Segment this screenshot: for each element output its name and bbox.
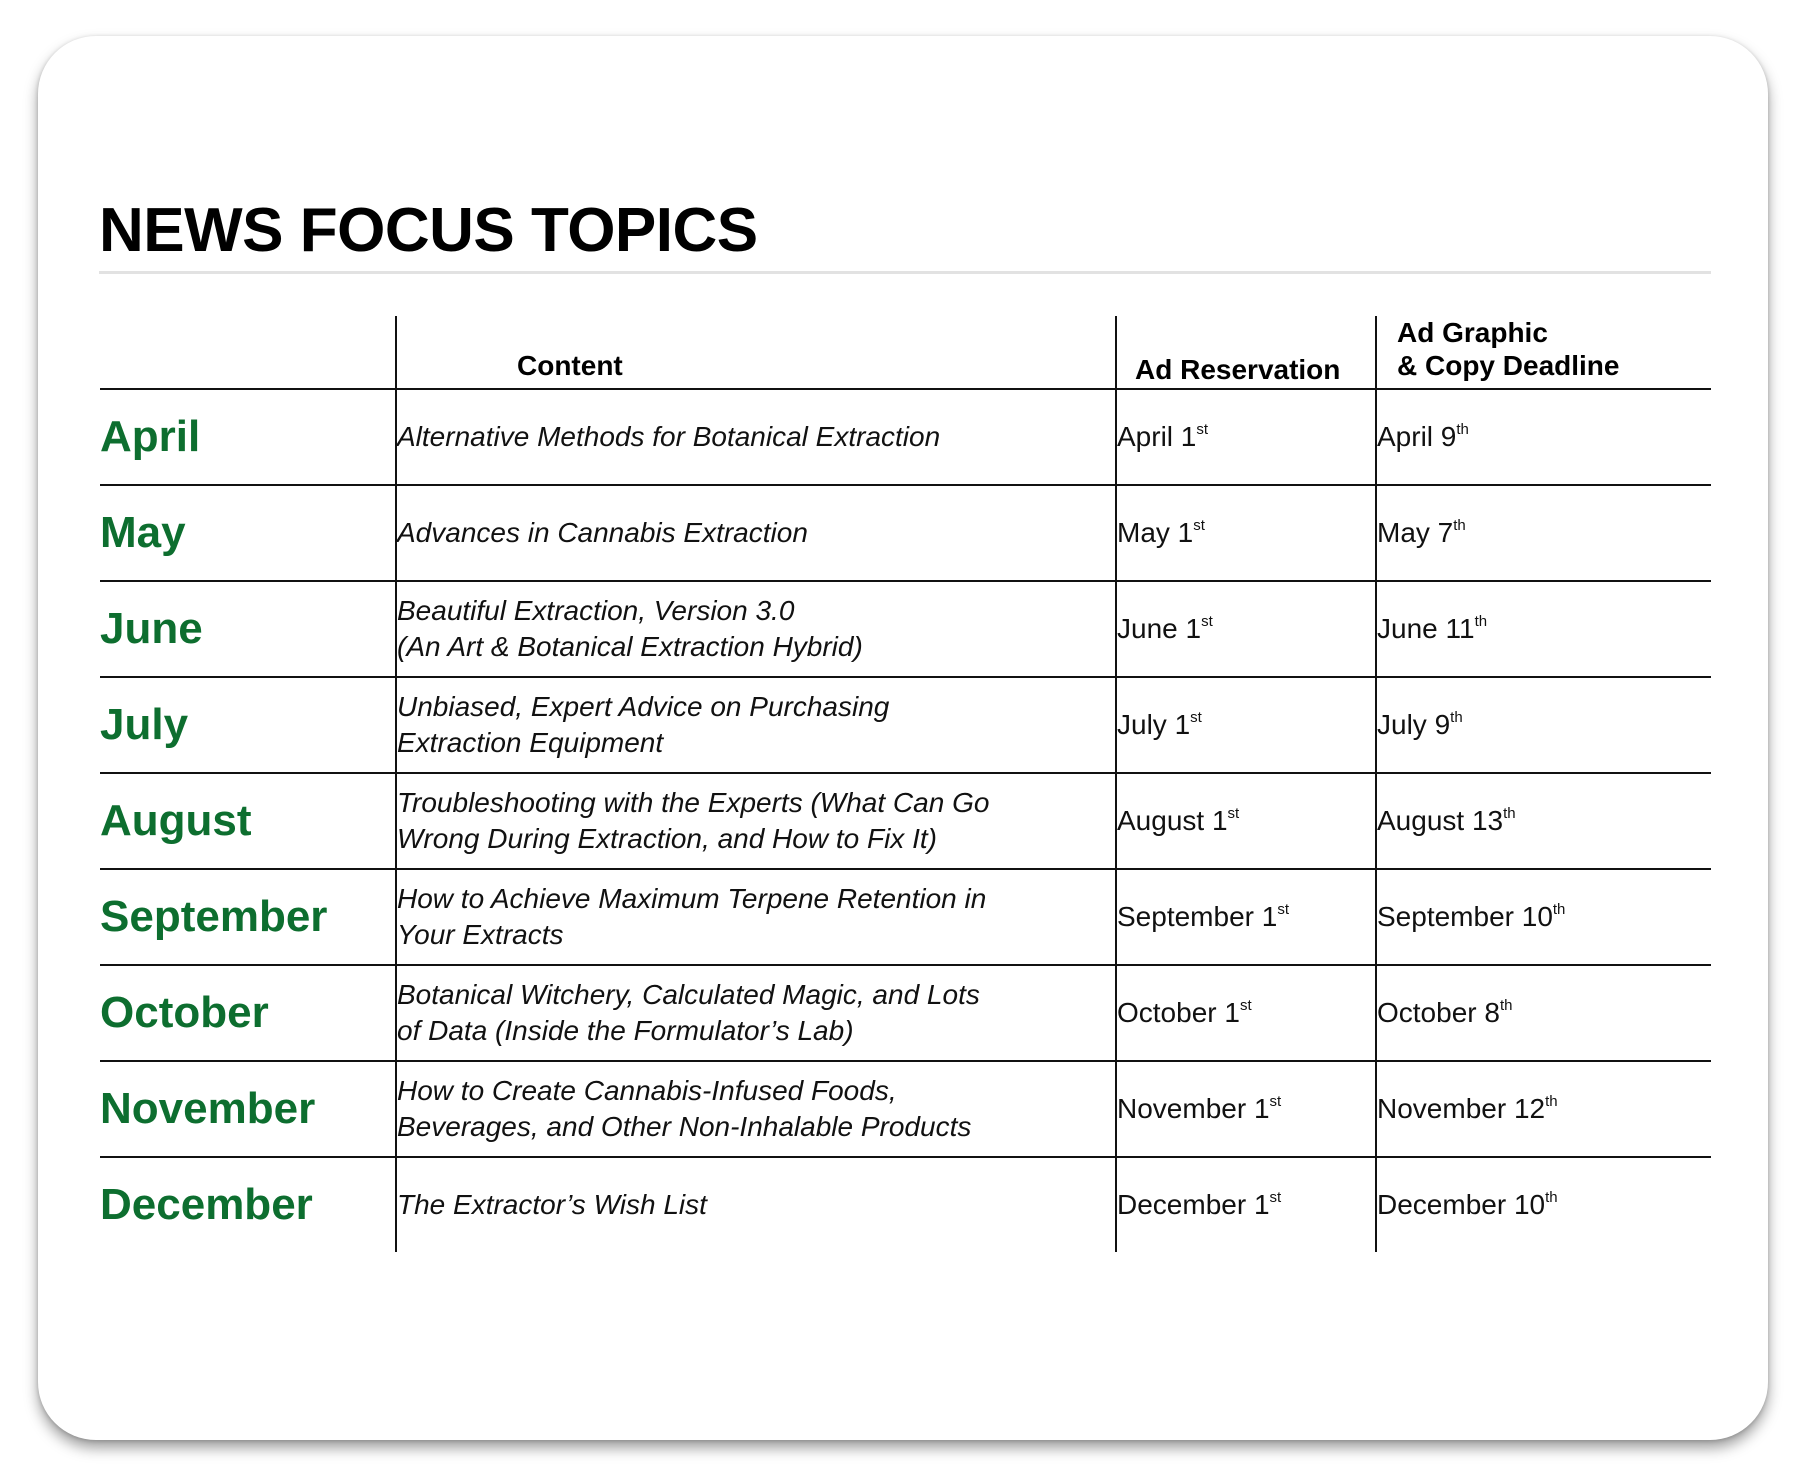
content-line: Extraction Equipment	[397, 727, 664, 758]
content-line: Troubleshooting with the Experts (What Can Go	[397, 787, 990, 818]
ad-reservation-date-text: August 1	[1117, 805, 1228, 836]
table-row	[100, 773, 1711, 869]
content-line: (An Art & Botanical Extraction Hybrid)	[397, 631, 863, 662]
ad-reservation-date-ordinal: st	[1269, 1093, 1282, 1110]
content-cell	[396, 485, 1116, 581]
ad-reservation-date	[1116, 869, 1376, 965]
content-line: Alternative Methods for Botanical Extraction	[397, 421, 941, 452]
deadline-date	[1376, 581, 1711, 677]
page-title: NEWS FOCUS TOPICS	[99, 196, 758, 265]
deadline-date-ordinal: th	[1453, 517, 1466, 534]
ad-reservation-date	[1116, 1157, 1376, 1252]
content-cell	[396, 869, 1116, 965]
deadline-date-text: September 10	[1377, 901, 1553, 932]
ad-reservation-date-ordinal: st	[1239, 997, 1252, 1014]
ad-reservation-date-ordinal: st	[1190, 709, 1202, 726]
deadline-date-text: April 9	[1377, 421, 1457, 452]
content-cell	[396, 677, 1116, 773]
ad-reservation-date-text: June 1	[1117, 613, 1202, 644]
ad-reservation-date-ordinal: st	[1269, 1189, 1282, 1206]
table-row	[100, 677, 1711, 773]
header-content: Content	[396, 316, 1116, 389]
content-line: Advances in Cannabis Extraction	[397, 517, 808, 548]
month-label: September	[100, 869, 396, 965]
month-label: July	[100, 677, 396, 773]
deadline-date	[1376, 677, 1711, 773]
content-cell	[396, 1061, 1116, 1157]
ad-reservation-date-ordinal: st	[1201, 613, 1213, 630]
content-line: How to Achieve Maximum Terpene Retention in	[397, 883, 987, 914]
ad-reservation-date	[1116, 965, 1376, 1061]
content-line: Beverages, and Other Non-Inhalable Products	[397, 1111, 972, 1142]
deadline-date-ordinal: th	[1552, 901, 1566, 918]
ad-reservation-date-ordinal: st	[1193, 517, 1205, 534]
table-row	[100, 1061, 1711, 1157]
deadline-date	[1376, 773, 1711, 869]
content-cell	[396, 389, 1116, 485]
ad-reservation-date-ordinal: st	[1196, 421, 1209, 438]
header-row	[100, 316, 1711, 389]
deadline-date	[1376, 869, 1711, 965]
month-label: November	[100, 1061, 396, 1157]
deadline-date-text: June 11	[1377, 613, 1475, 644]
month-label: August	[100, 773, 396, 869]
content-line: Botanical Witchery, Calculated Magic, and Lots	[397, 979, 980, 1010]
ad-reservation-date-text: October 1	[1117, 997, 1240, 1028]
ad-reservation-date	[1116, 581, 1376, 677]
ad-reservation-date	[1116, 1061, 1376, 1157]
table-row	[100, 389, 1711, 485]
deadline-date	[1376, 965, 1711, 1061]
month-label: May	[100, 485, 396, 581]
content-line: Wrong During Extraction, and How to Fix It)	[397, 823, 937, 854]
table-row	[100, 1157, 1711, 1252]
table-row	[100, 869, 1711, 965]
ad-reservation-date-text: November 1	[1117, 1093, 1270, 1124]
deadline-date-ordinal: th	[1545, 1189, 1558, 1206]
content-line: Beautiful Extraction, Version 3.0	[397, 595, 795, 626]
title-divider	[99, 271, 1711, 274]
deadline-date-text: December 10	[1377, 1189, 1546, 1220]
table-row	[100, 581, 1711, 677]
deadline-date-ordinal: th	[1456, 421, 1469, 438]
ad-reservation-date	[1116, 773, 1376, 869]
header-ad-reservation: Ad Reservation	[1116, 316, 1376, 389]
table-row	[100, 965, 1711, 1061]
content-line: of Data (Inside the Formulator’s Lab)	[397, 1015, 854, 1046]
ad-reservation-date	[1116, 389, 1376, 485]
deadline-date-ordinal: th	[1450, 709, 1463, 726]
month-label: June	[100, 581, 396, 677]
content-cell	[396, 773, 1116, 869]
deadline-date-ordinal: th	[1545, 1093, 1558, 1110]
ad-reservation-date-text: December 1	[1117, 1189, 1270, 1220]
deadline-date-text: July 9	[1377, 709, 1451, 740]
header-deadline-line2: & Copy Deadline	[1397, 350, 1620, 381]
month-label: December	[100, 1180, 313, 1229]
header-month	[100, 316, 396, 389]
ad-reservation-date-ordinal: st	[1277, 901, 1289, 918]
ad-reservation-date-text: May 1	[1117, 517, 1194, 548]
content-cell	[396, 965, 1116, 1061]
month-label: October	[100, 965, 396, 1061]
ad-reservation-date-ordinal: st	[1227, 805, 1240, 822]
ad-reservation-date-text: April 1	[1117, 421, 1197, 452]
table-row	[100, 485, 1711, 581]
deadline-date-text: August 13	[1377, 805, 1504, 836]
content-line: Your Extracts	[397, 919, 564, 950]
ad-reservation-date-text: July 1	[1117, 709, 1191, 740]
deadline-date	[1376, 1157, 1711, 1252]
header-deadline	[1376, 316, 1711, 389]
deadline-date-ordinal: th	[1503, 805, 1516, 822]
ad-reservation-date	[1116, 677, 1376, 773]
month-label: April	[100, 389, 396, 485]
deadline-date-text: May 7	[1377, 517, 1454, 548]
deadline-date	[1376, 1061, 1711, 1157]
deadline-date-text: November 12	[1377, 1093, 1546, 1124]
content-cell	[396, 581, 1116, 677]
deadline-date-ordinal: th	[1499, 997, 1513, 1014]
ad-reservation-date	[1116, 485, 1376, 581]
deadline-date-text: October 8	[1377, 997, 1500, 1028]
content-line: How to Create Cannabis-Infused Foods,	[397, 1075, 897, 1106]
schedule-table	[100, 316, 1711, 1252]
deadline-date	[1376, 485, 1711, 581]
ad-reservation-date-text: September 1	[1117, 901, 1278, 932]
deadline-date	[1376, 389, 1711, 485]
deadline-date-ordinal: th	[1474, 613, 1488, 630]
content-cell	[396, 1157, 1116, 1252]
content-line: The Extractor’s Wish List	[397, 1189, 707, 1220]
content-line: Unbiased, Expert Advice on Purchasing	[397, 691, 890, 722]
header-deadline-line1: Ad Graphic	[1397, 317, 1548, 348]
